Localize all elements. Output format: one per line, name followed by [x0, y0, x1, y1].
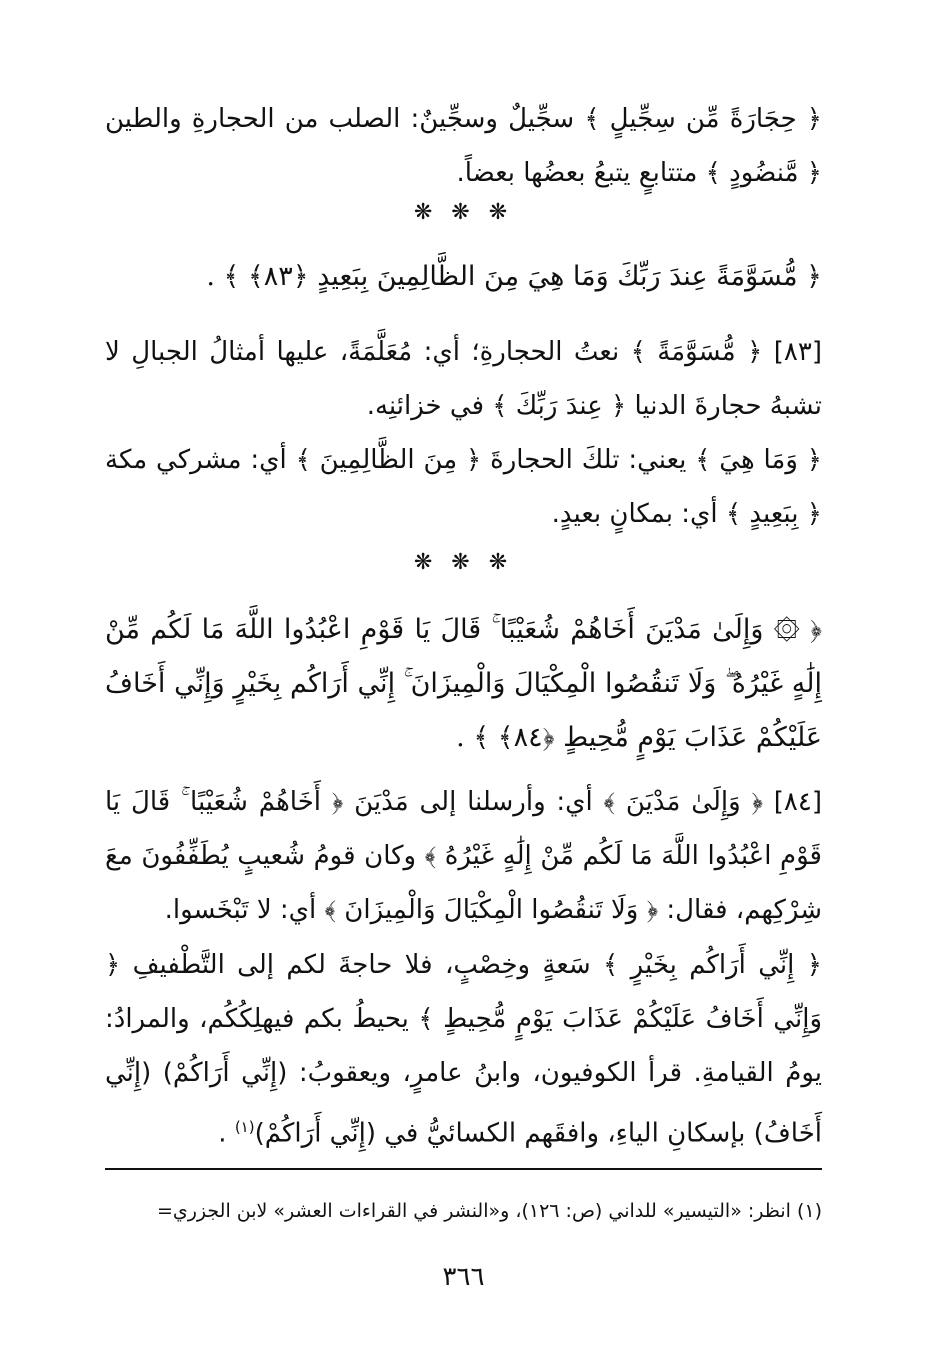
- paragraph-inni-arakum: [105, 938, 822, 1161]
- paragraph-text: ﴿ إِنِّي أَرَاكُم بِخَيْرٍ ﴾ سَعةٍ وخِصْبٍ، فلا حاجةَ لكم إلى التَّطْفيفِ ﴿ وَإِنِّي أَخَافُ عَلَيْكُمْ عَذَابَ يَوْمٍ مُّحِيطٍ ﴾ يحيطُ بكم فيهلِكُكُم، والمرادُ: يومُ القيامةِ. قرأ الكوفيون، وابنُ عامرٍ، ويعقوبُ: (إِنِّي أَرَاكُمْ) (إِنِّي أَخَافُ) بإسكانِ الياءِ، وافقَهم الكسائيُّ في (إِنِّي أَرَاكُمْ): [105, 950, 822, 1149]
- page-number: ٣٦٦: [442, 1262, 485, 1292]
- paragraph-wa-ma-hiya: ﴿ وَمَا هِيَ ﴾ يعني: تلكَ الحجارةَ ﴿ مِنَ الظَّالِمِينَ ﴾ أي: مشركي مكة ﴿ بِبَعِيدٍ ﴾ أي: بمكانٍ بعيدٍ.: [105, 445, 822, 529]
- paragraph-tafsir-84: [٨٤] ﴿ وَإِلَىٰ مَدْيَنَ ﴾ أي: وأرسلنا إلى مَدْيَنَ ﴿ أَخَاهُمْ شُعَيْبًا ۚ قَالَ يَا قَوْمِ اعْبُدُوا اللَّهَ مَا لَكُم مِّنْ إِلَٰهٍ غَيْرُهُ ﴾ وكان قومُ شُعيبٍ يُطَفِّفُونَ معَ شِرْكِهم، فقال: ﴿ وَلَا تَنقُصُوا الْمِكْيَالَ وَالْمِيزَانَ ﴾ أي: لا تَبْخَسوا.: [105, 787, 822, 925]
- ayah-84: ﴿ ۞ وَإِلَىٰ مَدْيَنَ أَخَاهُمْ شُعَيْبًا ۚ قَالَ يَا قَوْمِ اعْبُدُوا اللَّهَ مَا لَكُم مِّنْ إِلَٰهٍ غَيْرُهُ ۖ وَلَا تَنقُصُوا الْمِكْيَالَ وَالْمِيزَانَ ۚ إِنِّي أَرَاكُم بِخَيْرٍ وَإِنِّي أَخَافُ عَلَيْكُمْ عَذَابَ يَوْمٍ مُّحِيطٍ ﴿٨٤﴾ ﴾ .: [105, 614, 822, 753]
- footnote-1: (١) انظر: «التيسير» للداني (ص: ١٢٦)، و«النشر في القراءات العشر» لابن الجزري=: [156, 1200, 822, 1222]
- paragraph-hijarah: ﴿ حِجَارَةً مِّن سِجِّيلٍ ﴾ سجِّيلٌ وسجِّينٌ: الصلب من الحجارةِ والطين ﴿ مَّنضُودٍ ﴾ متتابعٍ يتبعُ بعضُها بعضاً.: [105, 104, 822, 188]
- section-separator: ❋ ❋ ❋: [413, 200, 514, 225]
- section-separator: ❋ ❋ ❋: [413, 550, 514, 575]
- paragraph-tafsir-83: [٨٣] ﴿ مُّسَوَّمَةً ﴾ نعتُ الحجارةِ؛ أي: مُعَلَّمَةً، عليها أمثالُ الجبالِ لا تشبهُ حجارةَ الدنيا ﴿ عِندَ رَبِّكَ ﴾ في خزائنِه.: [105, 337, 822, 421]
- ayah-83: ﴿ مُّسَوَّمَةً عِندَ رَبِّكَ وَمَا هِيَ مِنَ الظَّالِمِينَ بِبَعِيدٍ ﴿٨٣﴾ ﴾ .: [206, 261, 822, 292]
- paragraph-end: .: [218, 1118, 227, 1149]
- footnote-reference: (١): [234, 1118, 255, 1136]
- footnote-divider: [105, 1168, 822, 1170]
